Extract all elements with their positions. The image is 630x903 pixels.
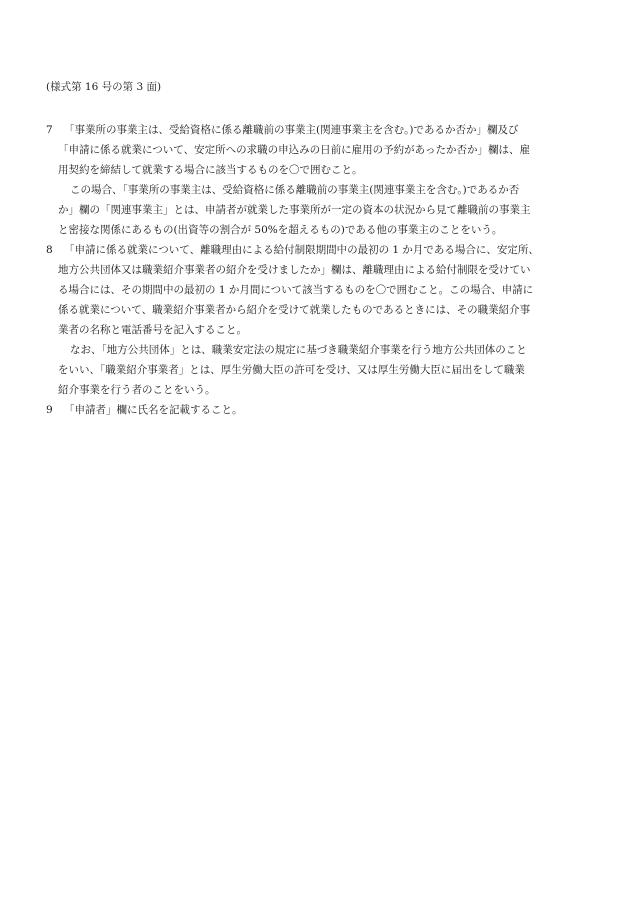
item-paragraph-line: なお、「地方公共団体」とは、職業安定法の規定に基づき職業紹介事業を行う地方公共団体のこと <box>70 344 527 356</box>
item-text: 「申請者」欄に氏名を記載すること。 <box>64 404 243 416</box>
item-number: 7 <box>46 124 53 136</box>
instructions-list <box>46 120 590 420</box>
item-paragraph-line: か」欄の「関連事業主」とは、申請者が就業した事業所が一定の資本の状況から見て離職前の事業主 <box>58 204 531 216</box>
item-line: 業者の名称と電話番号を記入すること。 <box>58 324 247 336</box>
instruction-item-9 <box>46 400 590 420</box>
instruction-item-8 <box>46 240 590 400</box>
item-paragraph-line: 紹介事業を行う者のことをいう。 <box>58 384 216 396</box>
item-line <box>46 120 590 140</box>
item-paragraph-line: をいい、「職業紹介事業者」とは、厚生労働大臣の許可を受け、又は厚生労働大臣に届出をして職業 <box>58 364 525 376</box>
item-line: 地方公共団体又は職業紹介事業者の紹介を受けましたか」欄は、離職理由による給付制限を受けてい <box>58 264 531 276</box>
item-line: る場合には、その期間中の最初の 1 か月間について該当するものを〇で囲むこと。この場合、申請に <box>58 284 534 296</box>
item-line: 係る就業について、職業紹介事業者から紹介を受けて就業したものであるときには、その職業紹介事 <box>58 304 531 316</box>
form-reference: (様式第 16 号の第 3 面) <box>46 81 162 93</box>
item-text: 「事業所の事業主は、受給資格に係る離職前の事業主(関連事業主を含む。)であるか否か」欄及び <box>64 124 519 136</box>
item-number: 8 <box>46 244 53 256</box>
item-line: 「申請に係る就業について、安定所への求職の申込みの日前に雇用の予約があったか否か」欄は、雇 <box>58 144 530 156</box>
item-paragraph-line: と密接な関係にあるもの(出資等の割合が 50%を超えるもの)である他の事業主のことをいう。 <box>58 224 503 236</box>
item-line <box>46 400 590 420</box>
instruction-item-7 <box>46 120 590 240</box>
item-line: 用契約を締結して就業する場合に該当するものを〇で囲むこと。 <box>58 164 363 176</box>
item-text: 「申請に係る就業について、離職理由による給付制限期間中の最初の 1 か月である場合に、安定所、 <box>64 244 539 256</box>
item-line <box>46 240 590 260</box>
item-paragraph-line: この場合、「事業所の事業主は、受給資格に係る離職前の事業主(関連事業主を含む。)であるか否 <box>70 184 520 196</box>
item-number: 9 <box>46 404 53 416</box>
